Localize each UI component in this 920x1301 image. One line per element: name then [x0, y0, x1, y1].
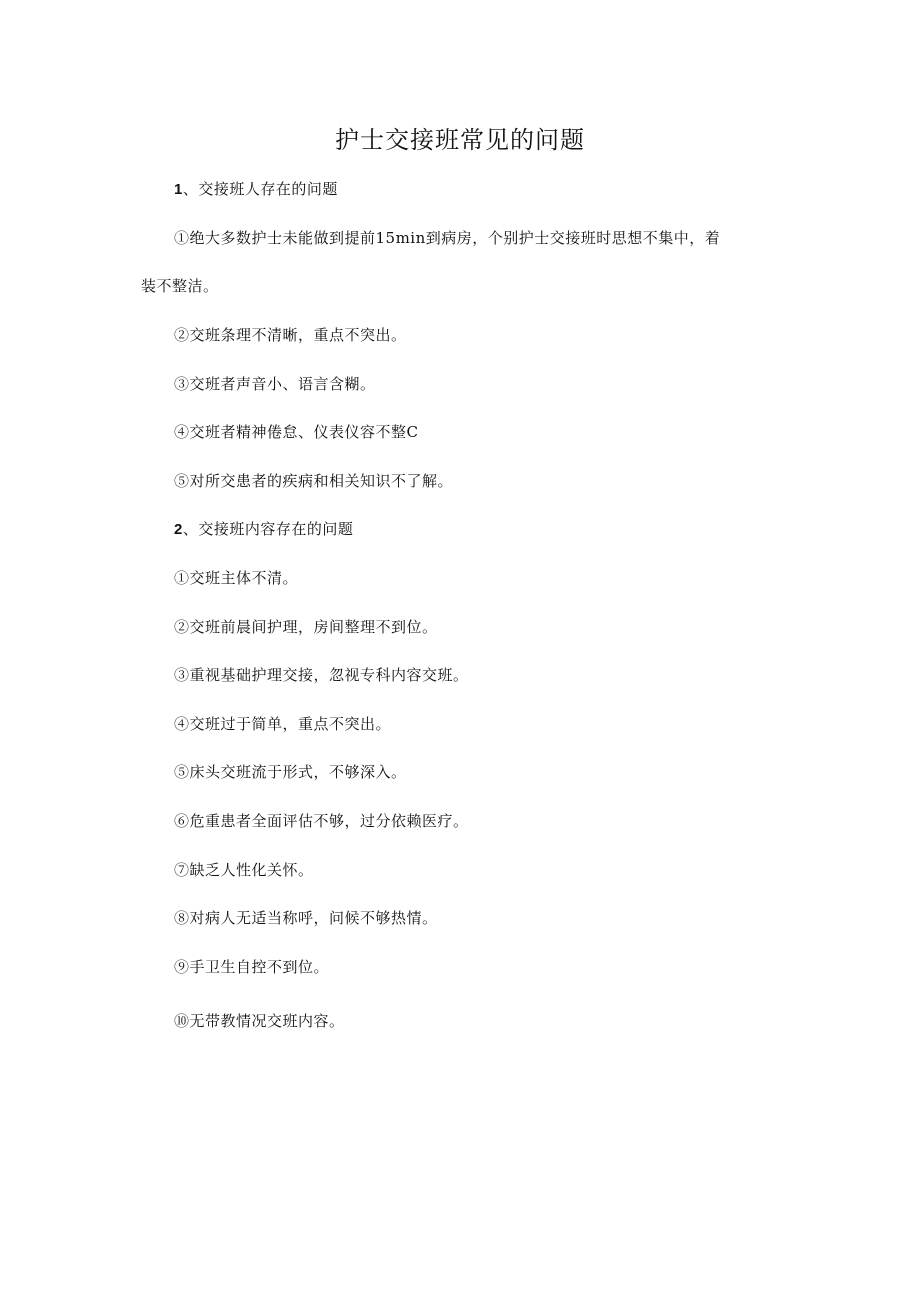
- section-1-item-3: ③交班者声音小、语言含糊。: [174, 375, 376, 393]
- document-title: 护士交接班常见的问题: [335, 126, 585, 154]
- section-2-item-4: ④交班过于简单，重点不突出。: [174, 715, 392, 733]
- section-2-item-3: ③重视基础护理交接，忽视专科内容交班。: [174, 666, 469, 684]
- section-2-item-9: ⑨手卫生自控不到位。: [174, 958, 330, 976]
- section-2-item-2: ②交班前晨间护理，房间整理不到位。: [174, 618, 438, 636]
- section-2-number: 2: [174, 521, 183, 538]
- section-1-item-1: ①绝大多数护士未能做到提前15min到病房，个别护士交接班时思想不集中，着: [174, 229, 721, 247]
- section-1-number: 1: [174, 181, 183, 198]
- section-1-item-2: ②交班条理不清晰，重点不突出。: [174, 326, 407, 344]
- section-1-item-1-continued: 装不整洁。: [141, 277, 219, 295]
- section-2-item-10: ⑩无带教情况交班内容。: [174, 1012, 345, 1030]
- section-2-item-7: ⑦缺乏人性化关怀。: [174, 861, 314, 879]
- section-2-heading: [174, 518, 353, 539]
- section-2-item-1: ①交班主体不清。: [174, 569, 299, 587]
- section-2-item-5: ⑤床头交班流于形式，不够深入。: [174, 763, 407, 781]
- section-1-heading-text: 、交接班人存在的问题: [182, 180, 338, 198]
- section-1-item-4: ④交班者精神倦怠、仪表仪容不整C: [174, 423, 419, 441]
- section-2-item-6: ⑥危重患者全面评估不够，过分依赖医疗。: [174, 812, 469, 830]
- section-1-heading: [174, 178, 338, 199]
- section-2-heading-text: 、交接班内容存在的问题: [182, 520, 354, 538]
- section-2-item-8: ⑧对病人无适当称呼，问候不够热情。: [174, 909, 438, 927]
- section-1-item-5: ⑤对所交患者的疾病和相关知识不了解。: [174, 472, 454, 490]
